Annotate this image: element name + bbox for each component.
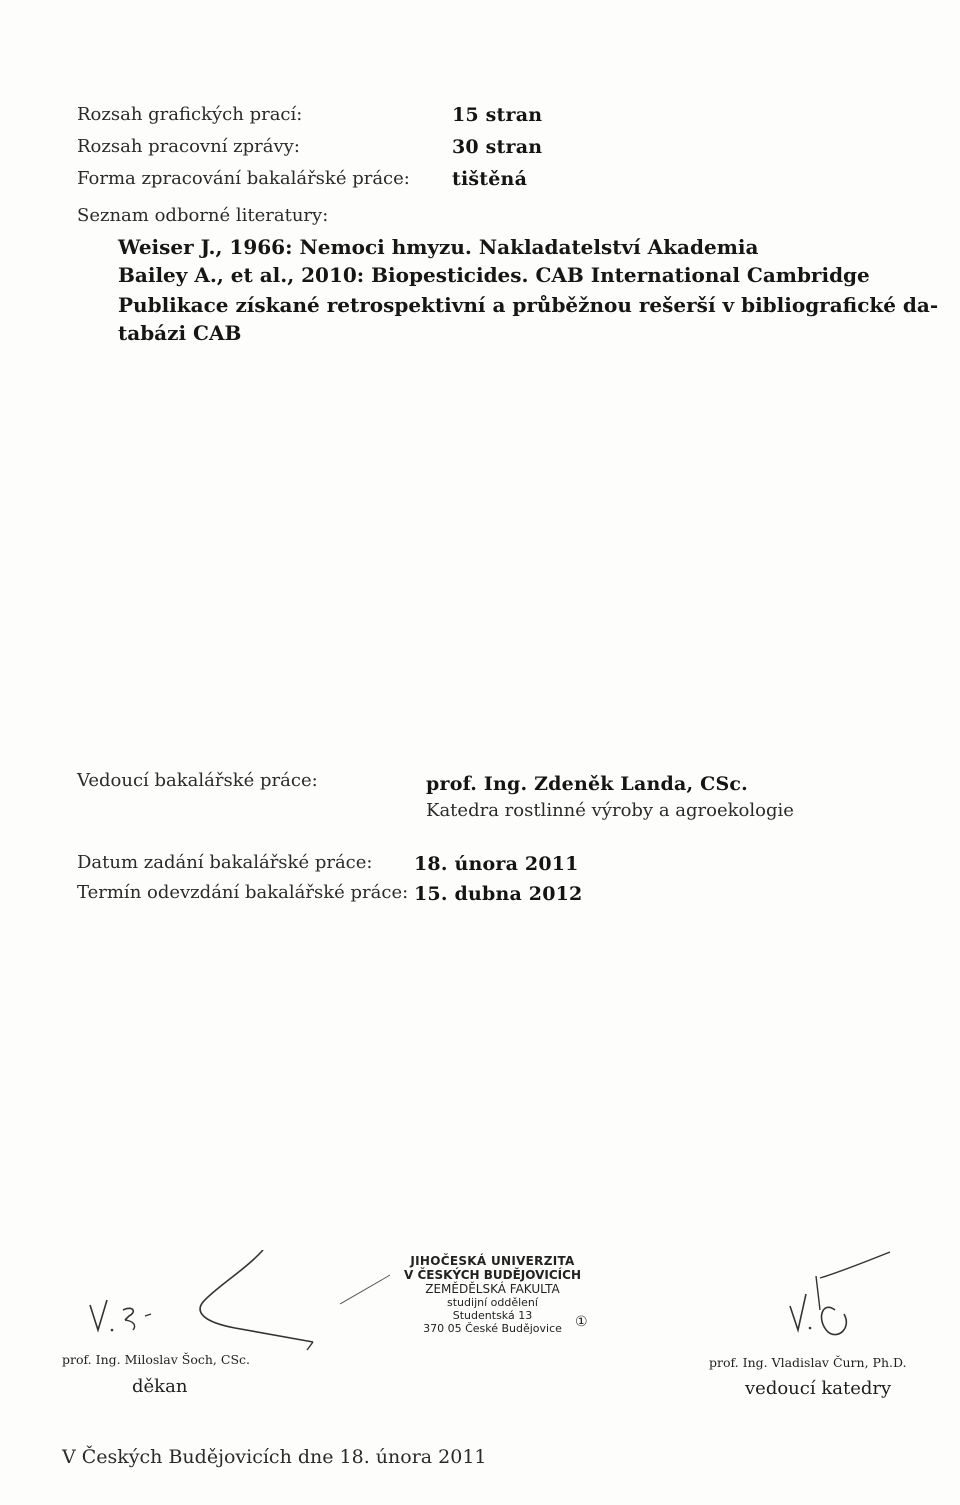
supervisor-name: prof. Ing. Zdeněk Landa, CSc. [426, 773, 748, 795]
stamp-ink-stroke [335, 1270, 395, 1310]
place-date: V Českých Budějovicích dne 18. února 2011 [62, 1446, 487, 1468]
stamp-line: studijní oddělení [447, 1296, 538, 1309]
stamp-number: ① [575, 1314, 588, 1330]
stamp-line: V ČESKÝCH BUDĚJOVICÍCH [404, 1268, 581, 1282]
literature-item: Publikace získané retrospektivní a průběžnou rešerší v bibliografické da- [118, 293, 939, 317]
faculty-stamp [385, 1254, 600, 1382]
dean-name: prof. Ing. Miloslav Šoch, CSc. [62, 1352, 250, 1367]
literature-item: tabázi CAB [118, 321, 242, 345]
spec-label-report: Rozsah pracovní zprávy: [77, 136, 300, 157]
assignment-date-value: 18. února 2011 [414, 853, 579, 875]
stamp-line: JIHOČESKÁ UNIVERZITA [410, 1254, 575, 1268]
stamp-line: ZEMĚDĚLSKÁ FAKULTA [425, 1282, 560, 1296]
dean-role: děkan [132, 1376, 188, 1397]
literature-heading: Seznam odborné literatury: [77, 205, 329, 226]
stamp-line: 370 05 České Budějovice [423, 1322, 562, 1335]
spec-value-report: 30 stran [452, 136, 543, 158]
dean-signature [85, 1250, 325, 1360]
spec-label-form: Forma zpracování bakalářské práce: [77, 168, 410, 189]
head-signature [780, 1250, 900, 1350]
head-role: vedoucí katedry [745, 1378, 892, 1399]
literature-item: Bailey A., et al., 2010: Biopesticides. CAB International Cambridge [118, 263, 870, 287]
stamp-line: Studentská 13 [452, 1309, 533, 1322]
deadline-value: 15. dubna 2012 [414, 883, 583, 905]
literature-item: Weiser J., 1966: Nemoci hmyzu. Nakladatelství Akademia [118, 235, 759, 259]
supervisor-department: Katedra rostlinné výroby a agroekologie [426, 800, 794, 821]
spec-value-form: tištěná [452, 168, 528, 190]
assignment-date-label: Datum zadání bakalářské práce: [77, 852, 373, 873]
spec-label-graphics: Rozsah grafických prací: [77, 104, 303, 125]
supervisor-label: Vedoucí bakalářské práce: [77, 770, 318, 791]
deadline-label: Termín odevzdání bakalářské práce: [77, 882, 409, 903]
spec-value-graphics: 15 stran [452, 104, 543, 126]
head-name: prof. Ing. Vladislav Čurn, Ph.D. [709, 1355, 907, 1370]
